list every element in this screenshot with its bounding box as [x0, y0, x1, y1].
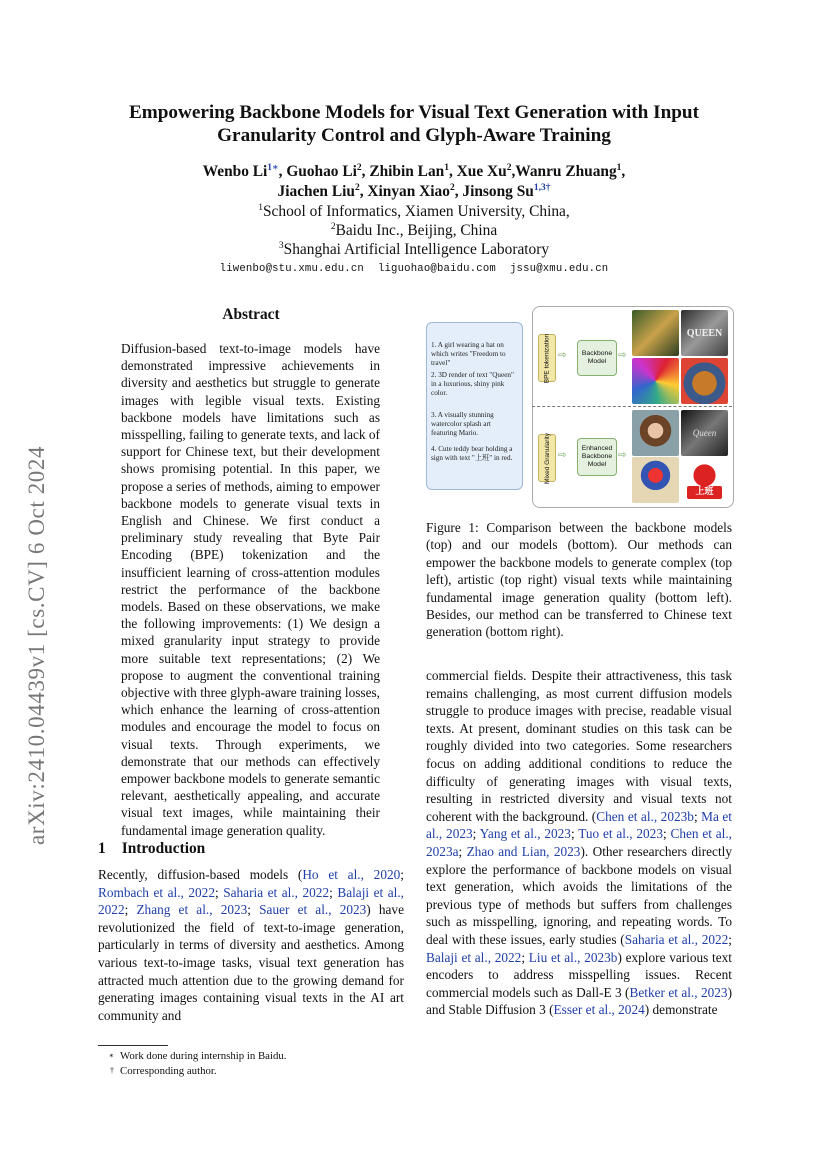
- arrow-right-icon: ⇨: [558, 450, 567, 461]
- body-text: ;: [124, 902, 137, 918]
- body-text: ;: [693, 808, 702, 824]
- footnote-mark: ∗: [108, 1051, 114, 1060]
- generated-image-queen-enhanced: [681, 410, 728, 456]
- abstract-body: Diffusion-based text-to-image models have demonstrated impressive achievements in diversity and aesthetics but struggle to generate images with legible visual texts. Existing backbone models have limitations such as misspelling, failing to generate texts, and lack of support for Chinese text, but their development shows promising potential. In this paper, we propose a series of methods, aiming to empower backbone models to generate visual texts in English and Chinese. We first conduct a preliminary study revealing that Byte Pair Encoding (BPE) tokenization and the insufficient learning of cross-attention modules restrict the performance of the backbone models. Based on these observations, we make the following improvements: (1) We design a mixed granularity input strategy to provide more suitable text representations; (2) We propose to augment the conventional training objective with three glyph-aware training losses, which enhance the learning of cross-attention modules and encourage the model to focus on visual texts. Through experiments, we demonstrate that our methods can effectively empower backbone models to generate semantic relevant, aesthetically appealing, and accurate visual text images, while maintaining their fundamental image generation quality.: [121, 341, 380, 838]
- footnote: [98, 1049, 404, 1063]
- generated-image-queen: [681, 310, 728, 356]
- author-sup: 2: [354, 182, 360, 193]
- body-text: ;: [329, 884, 338, 900]
- citation-link[interactable]: Chen et al., 2023b: [596, 808, 694, 824]
- intro-paragraph: [98, 866, 404, 1024]
- author-name: ,Wanru Zhuang: [511, 163, 617, 180]
- citation-link[interactable]: Yang et al., 2023: [479, 826, 571, 842]
- author-list: [90, 162, 738, 202]
- affiliation-text: Baidu Inc., Beijing, China: [335, 222, 498, 239]
- citation-link[interactable]: Zhao and Lian, 2023: [466, 843, 581, 859]
- body-text: ) explore various text encoders to address misspelling issues. Recent commercial models such as Dall-E 3 (: [426, 949, 732, 1000]
- author-emails: [90, 263, 738, 275]
- author-name: , Guohao Li: [278, 163, 357, 180]
- footnote-rule: [98, 1045, 168, 1046]
- citation-link[interactable]: Liu et al., 2023b: [528, 949, 618, 965]
- affiliation-text: Shanghai Artificial Intelligence Laboratory: [283, 241, 550, 258]
- bpe-tag: [538, 334, 556, 382]
- body-text: ;: [247, 902, 260, 918]
- image-text: Queen: [692, 428, 717, 438]
- author-sup[interactable]: 1∗: [267, 162, 279, 173]
- section-number: 1: [98, 840, 106, 857]
- citation-link[interactable]: Tuo et al., 2023: [578, 826, 663, 842]
- body-text: ). Other researchers directly explore the performance of backbone models on visual text generation, which avoids the limitations of the previous type of methods but suffers from challenges such as misspelling, ignoring, and repeating words. To deal with these issues, early studies (: [426, 843, 732, 947]
- author-sup[interactable]: 1,3†: [533, 182, 551, 193]
- backbone-model-box: [577, 340, 617, 376]
- author-sup: 1: [616, 162, 622, 173]
- affiliations: [90, 202, 738, 259]
- author-name: Wenbo Li: [202, 163, 268, 180]
- email-link[interactable]: liwenbo@stu.xmu.edu.cn: [219, 263, 364, 275]
- body-text: ;: [400, 867, 404, 882]
- arrow-right-icon: ⇨: [558, 350, 567, 361]
- body-text: ;: [728, 931, 732, 947]
- author-name: , Jinsong Su: [454, 183, 534, 200]
- section-title: Introduction: [121, 840, 206, 857]
- body-text: ;: [662, 826, 671, 842]
- body-text: ;: [472, 826, 480, 842]
- citation-link[interactable]: Balaji et al., 2022: [426, 949, 522, 965]
- footnote-text: Work done during internship in Baidu.: [120, 1050, 287, 1062]
- footnote: [98, 1064, 404, 1078]
- citation-link[interactable]: Sauer et al., 2023: [259, 902, 367, 918]
- model-label: Backbone Model: [581, 350, 613, 365]
- affiliation-sup: 2: [330, 221, 336, 232]
- enhanced-model-box: [577, 438, 617, 476]
- body-text: ) have revolutionized the field of text-to-image generation, particularly in terms of diversity and aesthetics. Among various text-to-image tasks, visual text generation has attracted much attention due to the growing demand for generating images containing visual texts in the AI art community and: [98, 902, 404, 1023]
- affiliation-1: [90, 202, 738, 221]
- title-line-2: Granularity Control and Glyph-Aware Training: [217, 125, 611, 146]
- body-text: ) and Stable Diffusion 3 (: [426, 984, 732, 1018]
- citation-link[interactable]: Esser et al., 2024: [553, 1002, 645, 1018]
- generated-image-hat-girl: [632, 310, 679, 356]
- affiliation-text: School of Informatics, Xiamen University, China,: [262, 203, 570, 220]
- body-text: ) demonstrate: [644, 1002, 718, 1018]
- generated-image-teddy: [681, 358, 728, 404]
- paper-title: [90, 101, 738, 147]
- author-line-2: [90, 182, 738, 202]
- body-text: ;: [570, 826, 579, 842]
- author-sup: 2: [356, 162, 362, 173]
- author-line-1: [90, 162, 738, 182]
- citation-link[interactable]: Ho et al., 2020: [302, 867, 401, 882]
- author-name: , Xinyan Xiao: [359, 183, 450, 200]
- model-label: Enhanced Backbone Model: [581, 445, 613, 468]
- arxiv-stamp: arXiv:2410.04439v1 [cs.CV] 6 Oct 2024: [24, 445, 49, 845]
- body-text: commercial fields. Despite their attractiveness, this task remains challenging, as most current diffusion models struggle to produce images with precise, readable visual texts. At present, dominant studies on this task can be roughly divided into two categories. Some researchers focus on adding additional conditions to reduce the difficulty of generating images with visual texts, resulting in restricted diversity and visual texts not coherent with the background. (: [426, 668, 732, 824]
- footnote-text: Corresponding author.: [120, 1065, 217, 1077]
- abstract-heading: Abstract: [222, 306, 280, 323]
- image-text: QUEEN: [686, 327, 723, 339]
- affiliation-sup: 3: [278, 240, 284, 251]
- figure-caption: Figure 1: Comparison between the backbone models (top) and our models (bottom). Our methods can empower the backbone models to generate complex (top left), artistic (top right) visual texts while maintaining fundamental image generation quality (bottom left). Besides, our method can be transferred to Chinese text generation (bottom right).: [426, 520, 732, 640]
- author-sup: 2: [506, 162, 512, 173]
- author-name: , Xue Xu: [448, 163, 507, 180]
- citation-link[interactable]: Ma et al., 2023: [426, 808, 732, 842]
- body-text: ;: [214, 884, 224, 900]
- arrow-right-icon: ⇨: [618, 450, 627, 461]
- citation-link[interactable]: Saharia et al., 2022: [223, 884, 330, 900]
- citation-link[interactable]: Chen et al., 2023a: [426, 826, 732, 859]
- body-text: Recently, diffusion-based models (: [98, 867, 303, 882]
- affiliation-3: [90, 240, 738, 259]
- citation-link[interactable]: Zhang et al., 2023: [136, 902, 248, 918]
- author-sup: 2: [449, 182, 455, 193]
- section-heading-introduction: [98, 840, 221, 858]
- right-column-paragraph: [426, 667, 732, 1019]
- title-line-1: Empowering Backbone Models for Visual Text Generation with Input: [128, 102, 699, 123]
- citation-link[interactable]: Balaji et al., 2022: [98, 884, 404, 918]
- arrow-right-icon: ⇨: [618, 350, 627, 361]
- figure-1: [426, 306, 732, 506]
- body-text: ;: [521, 949, 529, 965]
- generated-image-mario: [632, 358, 679, 404]
- prompt-item: 1. A girl wearing a hat on which writes "Freedom to travel": [431, 341, 506, 367]
- tag-label: Mixed Granularity: [543, 432, 551, 484]
- body-text: ;: [458, 843, 467, 859]
- prompt-item: 3. A visually stunning watercolor splash art featuring Mario.: [431, 411, 494, 437]
- tag-label: BPE tokenization: [543, 333, 551, 383]
- affiliation-sup: 1: [258, 202, 263, 213]
- author-name: Jiachen Liu: [277, 183, 355, 200]
- prompt-item: 4. Cute teddy bear holding a sign with text "上班" in red.: [431, 445, 513, 462]
- generated-image-mario-enhanced: [632, 457, 679, 503]
- panel-divider: [532, 406, 732, 407]
- affiliation-2: [90, 221, 738, 240]
- prompt-list: [426, 322, 523, 490]
- email-link[interactable]: jssu@xmu.edu.cn: [509, 263, 609, 275]
- generated-image-hat-girl-enhanced: [632, 410, 679, 456]
- prompt-item: 2. 3D render of text "Queen" in a luxurious, shiny pink color.: [431, 371, 514, 397]
- author-sup: 1: [444, 162, 449, 173]
- citation-link[interactable]: Rombach et al., 2022: [98, 884, 215, 900]
- image-sign: 上班: [687, 486, 722, 499]
- author-name: , Zhibin Lan: [361, 163, 445, 180]
- generated-image-teddy-enhanced: [681, 457, 728, 503]
- footnote-mark: †: [110, 1066, 114, 1075]
- author-sep: ,: [621, 163, 626, 180]
- email-link[interactable]: liguohao@baidu.com: [377, 263, 496, 275]
- citation-link[interactable]: Saharia et al., 2022: [624, 931, 729, 947]
- mixed-granularity-tag: [538, 434, 556, 482]
- citation-link[interactable]: Betker et al., 2023: [629, 984, 728, 1000]
